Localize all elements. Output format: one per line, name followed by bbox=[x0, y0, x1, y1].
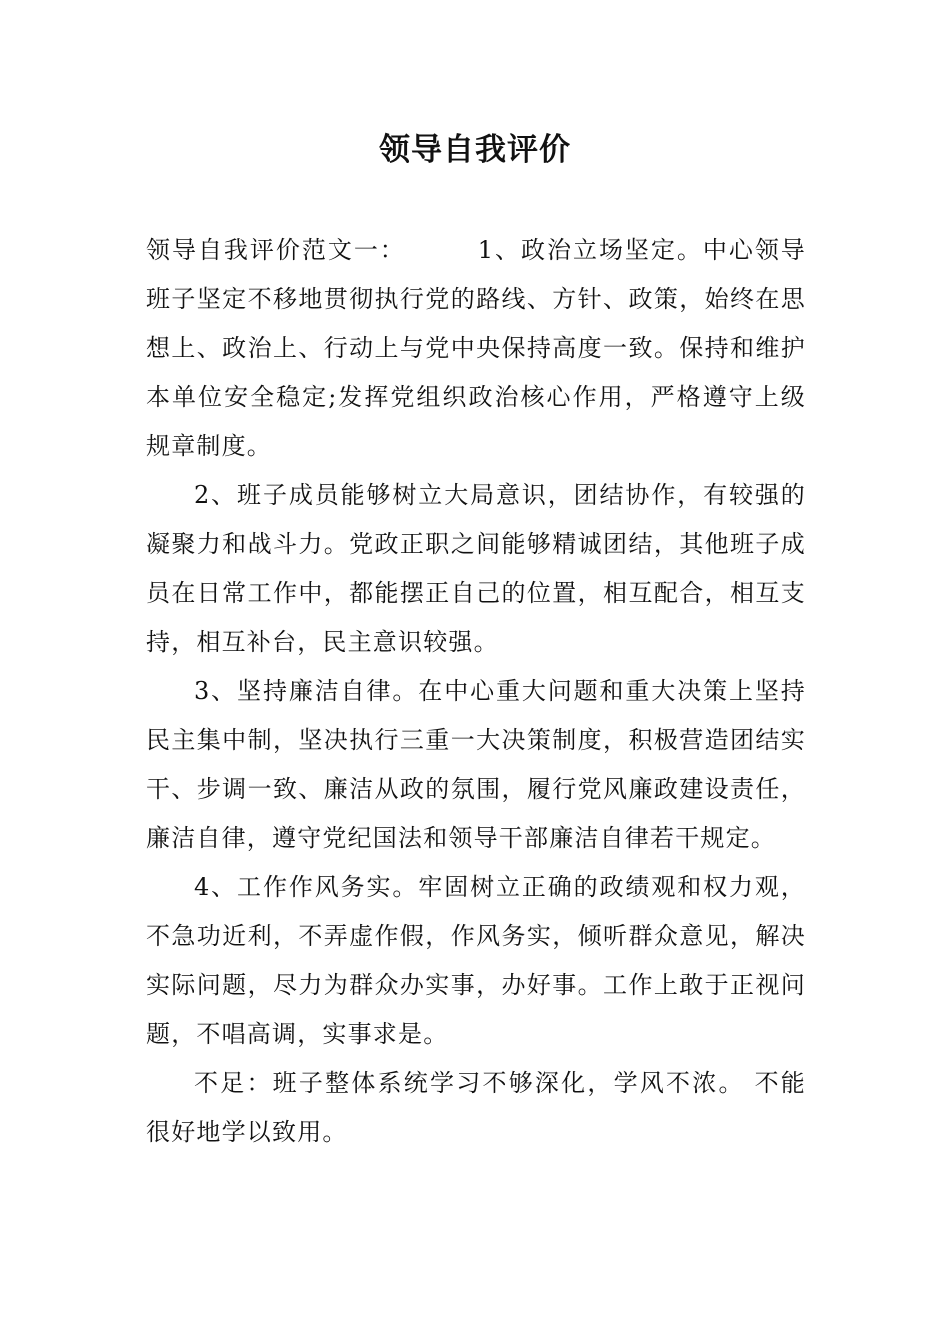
paragraph-2: 2、班子成员能够树立大局意识，团结协作，有较强的凝聚力和战斗力。党政正职之间能够精诚团结，其他班子成员在日常工作中，都能摆正自己的位置，相互配合，相互支持，相互补台，民主意识较强。 bbox=[146, 481, 806, 656]
document-title: 领导自我评价 bbox=[379, 132, 571, 168]
document-body bbox=[146, 226, 806, 1157]
paragraph-1 bbox=[146, 226, 806, 471]
paragraph-4: 4、工作作风务实。牢固树立正确的政绩观和权力观，不急功近利，不弄虚作假，作风务实，倾听群众意见，解决实际问题，尽力为群众办实事，办好事。工作上敢于正视问题，不唱高调，实事求是。 bbox=[146, 873, 806, 1048]
paragraph-1-text: 1、政治立场坚定。中心领导班子坚定不移地贯彻执行党的路线、方针、政策，始终在思想上、政治上、行动上与党中央保持高度一致。保持和维护本单位安全稳定;发挥党组织政治核心作用，严格遵守上级规章制度。 bbox=[146, 236, 807, 460]
paragraph-3: 3、坚持廉洁自律。在中心重大问题和重大决策上坚持民主集中制，坚决执行三重一大决策制度，积极营造团结实干、步调一致、廉洁从政的氛围，履行党风廉政建设责任，廉洁自律，遵守党纪国法和领导干部廉洁自律若干规定。 bbox=[146, 677, 806, 852]
paragraph-5: 不足：班子整体系统学习不够深化，学风不浓。 不能很好地学以致用。 bbox=[146, 1069, 806, 1146]
paragraph-1-lead: 领导自我评价范文一： bbox=[146, 236, 406, 264]
